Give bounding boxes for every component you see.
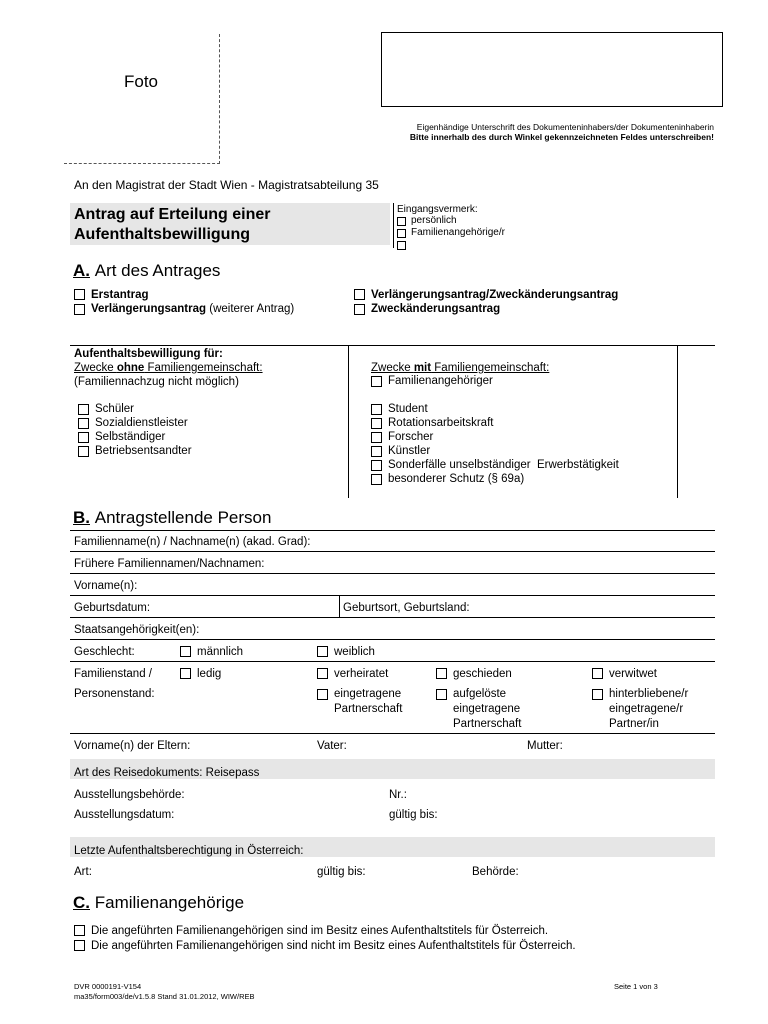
photo-box <box>64 34 220 164</box>
familienname-field[interactable]: Familienname(n) / Nachname(n) (akad. Grad): <box>74 536 311 548</box>
eingang-persoenlich-checkbox[interactable] <box>397 217 406 226</box>
photo-label: Foto <box>124 72 159 91</box>
purpose-label-schueler: Schüler <box>95 403 134 415</box>
personenstand-label: Personenstand: <box>74 688 155 700</box>
nr-field[interactable]: Nr.: <box>389 789 407 801</box>
addressee: An den Magistrat der Stadt Wien - Magistratsabteilung 35 <box>74 178 379 192</box>
section-a-title: Art des Antrages <box>94 261 221 280</box>
b-divider-geburt <box>339 595 340 617</box>
section-c-letter: C. <box>73 893 90 912</box>
erstantrag-checkbox[interactable] <box>74 289 85 300</box>
verl-zweck-label: Verlängerungsantrag/Zweckänderungsantrag <box>371 289 619 301</box>
footer-form-id: ma35/form003/de/v1.5.8 Stand 31.01.2012, WIW/REB <box>74 992 255 1001</box>
purposes-heading: Aufenthaltsbewilligung für: <box>74 348 223 360</box>
mit-pre: Zwecke <box>371 362 414 374</box>
verwitwet-checkbox[interactable] <box>592 668 603 679</box>
verl-zweck-checkbox[interactable] <box>354 289 365 300</box>
staat-field[interactable]: Staatsangehörigkeit(en): <box>74 624 200 636</box>
purpose-checkbox-sonderfaelle[interactable] <box>371 460 382 471</box>
letzte-label: Letzte Aufenthaltsberechtigung in Österreich: <box>74 845 304 857</box>
eingang-label: Eingangsvermerk: <box>397 204 478 215</box>
maennlich-checkbox[interactable] <box>180 646 191 657</box>
purpose-checkbox-student[interactable] <box>371 404 382 415</box>
verheiratet-label: verheiratet <box>334 668 389 680</box>
weiblich-label: weiblich <box>334 646 375 658</box>
gueltig-field[interactable]: gültig bis: <box>389 809 438 821</box>
vorname-field[interactable]: Vorname(n): <box>74 580 138 592</box>
familienangehoeriger-checkbox[interactable] <box>371 376 382 387</box>
section-b-title: Antragstellende Person <box>94 508 272 527</box>
page-title-line2: Aufenthaltsbewilligung <box>74 226 250 243</box>
hinterbliebene-checkbox[interactable] <box>592 689 603 700</box>
b-line-2 <box>70 551 715 552</box>
vater-field[interactable]: Vater: <box>317 740 347 752</box>
verlaengerung-suffix: (weiterer Antrag) <box>209 303 295 315</box>
purpose-label-sozialdienstleister: Sozialdienstleister <box>95 417 188 429</box>
purpose-label-sonderfaelle: Sonderfälle unselbständiger Erwerbstätigkeit <box>388 459 619 471</box>
eingang-familie-label: Familienangehörige/r <box>411 227 505 238</box>
signature-note: Eigenhändige Unterschrift des Dokumenteninhabers/der Dokumenteninhaberin <box>416 122 714 132</box>
purposes-right-divider <box>677 345 678 498</box>
purposes-ohne-note: (Familiennachzug nicht möglich) <box>74 376 239 388</box>
aufgeloest-checkbox[interactable] <box>436 689 447 700</box>
purposes-divider <box>348 345 349 498</box>
mutter-field[interactable]: Mutter: <box>527 740 563 752</box>
familienangehoeriger-label: Familienangehöriger <box>388 375 493 387</box>
family-has-permit-checkbox[interactable] <box>74 925 85 936</box>
geburtsdatum-field[interactable]: Geburtsdatum: <box>74 602 151 614</box>
b-line-5 <box>70 617 715 618</box>
purpose-checkbox-schueler[interactable] <box>78 404 89 415</box>
ausstellungsbehoerde-field[interactable]: Ausstellungsbehörde: <box>74 789 185 801</box>
hinterbliebene-line2: eingetragene/r <box>609 703 684 715</box>
b-line-7 <box>70 661 715 662</box>
eingetragene-line1: eingetragene <box>334 688 402 700</box>
geburtsort-field[interactable]: Geburtsort, Geburtsland: <box>343 602 470 614</box>
geschlecht-label: Geschlecht: <box>74 646 135 658</box>
purpose-label-student: Student <box>388 403 428 415</box>
aufgeloest-line3: Partnerschaft <box>453 718 522 730</box>
geschieden-label: geschieden <box>453 668 512 680</box>
erstantrag-label: Erstantrag <box>91 289 149 301</box>
signature-box[interactable] <box>381 32 723 107</box>
b-line-4 <box>70 595 715 596</box>
b-line-6 <box>70 639 715 640</box>
family-has-permit-label: Die angeführten Familienangehörigen sind im Besitz eines Aufenthaltstitels für Österreich. <box>91 925 549 937</box>
behoerde-field[interactable]: Behörde: <box>472 866 519 878</box>
ohne-bold: ohne <box>116 362 145 374</box>
mit-post: Familiengemeinschaft: <box>431 362 550 374</box>
section-c-title: Familienangehörige <box>94 893 245 912</box>
section-c-heading <box>73 893 244 913</box>
section-b-heading <box>73 508 271 528</box>
purpose-checkbox-kuenstler[interactable] <box>371 446 382 457</box>
purpose-checkbox-selbstaendiger[interactable] <box>78 432 89 443</box>
purpose-checkbox-forscher[interactable] <box>371 432 382 443</box>
ledig-label: ledig <box>197 668 222 680</box>
footer-dvr: DVR 0000191-V154 <box>74 982 142 991</box>
purposes-ohne-heading <box>74 361 263 375</box>
section-a-letter: A. <box>73 261 90 280</box>
family-no-permit-label: Die angeführten Familienangehörigen sind nicht im Besitz eines Aufenthaltstitels für Österreich. <box>91 940 576 952</box>
ohne-pre: Zwecke <box>74 362 117 374</box>
mit-bold: mit <box>413 362 432 374</box>
purpose-label-selbstaendiger: Selbständiger <box>95 431 166 443</box>
aufgeloest-line1: aufgelöste <box>453 688 507 700</box>
eingang-familie-checkbox[interactable] <box>397 229 406 238</box>
gueltig2-field[interactable]: gültig bis: <box>317 866 366 878</box>
purpose-label-schutz: besonderer Schutz (§ 69a) <box>388 473 525 485</box>
eingang-persoenlich-label: persönlich <box>411 215 457 226</box>
purpose-label-forscher: Forscher <box>388 431 434 443</box>
purpose-label-betriebsentsandter: Betriebsentsandter <box>95 445 192 457</box>
b-line-1 <box>70 530 715 531</box>
eltern-label: Vorname(n) der Eltern: <box>74 740 191 752</box>
purpose-checkbox-rotation[interactable] <box>371 418 382 429</box>
aufgeloest-line2: eingetragene <box>453 703 521 715</box>
purpose-label-kuenstler: Künstler <box>388 445 431 457</box>
zweck-checkbox[interactable] <box>354 304 365 315</box>
purposes-mit-heading <box>371 361 549 375</box>
zweck-label: Zweckänderungsantrag <box>371 303 501 315</box>
weiblich-checkbox[interactable] <box>317 646 328 657</box>
purpose-checkbox-sozialdienstleister[interactable] <box>78 418 89 429</box>
footer-page-number: Seite 1 von 3 <box>614 982 658 991</box>
family-no-permit-checkbox[interactable] <box>74 940 85 951</box>
purposes-top-border <box>70 345 715 346</box>
eingetragene-checkbox[interactable] <box>317 689 328 700</box>
hinterbliebene-line3: Partner/in <box>609 718 659 730</box>
ausstellungsdatum-field[interactable]: Ausstellungsdatum: <box>74 809 175 821</box>
verheiratet-checkbox[interactable] <box>317 668 328 679</box>
hinterbliebene-line1: hinterbliebene/r <box>609 688 689 700</box>
frueher-field[interactable]: Frühere Familiennamen/Nachnamen: <box>74 558 265 570</box>
verlaengerung-checkbox[interactable] <box>74 304 85 315</box>
verlaengerung-label: Verlängerungsantrag <box>91 303 207 315</box>
eingang-empty-checkbox[interactable] <box>397 241 406 250</box>
geschieden-checkbox[interactable] <box>436 668 447 679</box>
maennlich-label: männlich <box>197 646 244 658</box>
eingetragene-line2: Partnerschaft <box>334 703 403 715</box>
eingang-divider <box>393 203 394 248</box>
art-field[interactable]: Art: <box>74 866 92 878</box>
b-line-8 <box>70 733 715 734</box>
verlaengerung-row <box>91 302 294 316</box>
verwitwet-label: verwitwet <box>609 668 657 680</box>
page-title-line1: Antrag auf Erteilung einer <box>74 206 271 223</box>
section-b-letter: B. <box>73 508 90 527</box>
reise-label: Art des Reisedokuments: Reisepass <box>74 767 260 779</box>
familienstand-label: Familienstand / <box>74 668 152 680</box>
b-line-3 <box>70 573 715 574</box>
ohne-post: Familiengemeinschaft: <box>144 362 263 374</box>
purpose-checkbox-schutz[interactable] <box>371 474 382 485</box>
section-a-heading <box>73 261 220 281</box>
signature-instruction: Bitte innerhalb des durch Winkel gekennzeichneten Feldes unterschreiben! <box>409 132 714 142</box>
purpose-checkbox-betriebsentsandter[interactable] <box>78 446 89 457</box>
ledig-checkbox[interactable] <box>180 668 191 679</box>
purpose-label-rotation: Rotationsarbeitskraft <box>388 417 494 429</box>
